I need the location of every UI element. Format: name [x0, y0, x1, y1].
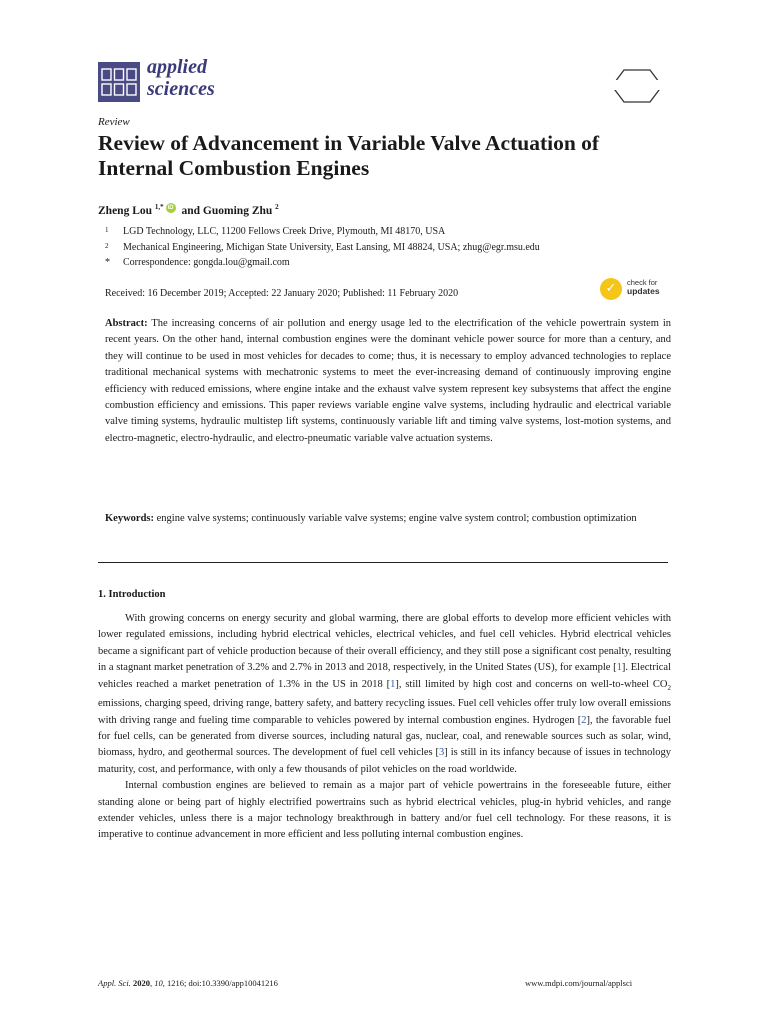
author-2-affiliation-mark: 2 — [275, 203, 279, 212]
author-2[interactable]: and Guoming Zhu — [181, 205, 273, 217]
paragraph-1 — [98, 611, 671, 778]
page-title: Review of Advancement in Variable Valve Actuation of Internal Combustion Engines — [98, 131, 600, 180]
author-1-affiliation-mark: 1,* — [154, 203, 164, 212]
abstract-label: Abstract: — [105, 318, 148, 329]
paragraph-text: ], the favorable fuel for fuel cells, can be generated from diverse sources, including natural gas, nuclear, coal, and renewable sources such as solar, wind, biomass, hydro, and geothermal sources. The development of fuel cell vehicles [ — [98, 714, 671, 759]
publication-dates: Received: 16 December 2019; Accepted: 22 January 2020; Published: 11 February 2020 — [105, 288, 459, 299]
paragraph-text: ]. Electrical vehicles reached a market penetration of 1.3% in the US in 2018 [ — [98, 662, 671, 690]
author-list — [98, 203, 279, 217]
citation-link[interactable]: 1 — [390, 678, 396, 690]
footer-volume: 10 — [154, 978, 163, 988]
paragraph-text: ] is still in its infancy because of issues in technology maturity, cost, and performance, with only a few thousands of pilot vehicles on the road worldwide. — [98, 747, 671, 775]
affiliation-text: LGD Technology, LLC, 11200 Fellows Creek Drive, Plymouth, MI 48170, USA — [123, 226, 446, 237]
author-1[interactable]: Zheng Lou — [98, 205, 153, 217]
keywords-text: engine valve systems; continuously variable valve systems; engine valve system control; combustion optimization — [156, 513, 637, 524]
section-divider — [98, 562, 668, 563]
paragraph-text: emissions, charging speed, driving range, battery safety, and battery recycling issues. Fuel cell vehicles offer truly low overall emissions with driving range and fueling time comparable to vehicles powered by internal combustion engines. Hydrogen [ — [98, 698, 671, 726]
citation-link[interactable]: 3 — [439, 747, 445, 759]
check-updates-line1: check for — [627, 278, 658, 287]
footer-year: 2020 — [132, 978, 150, 988]
footer-journal-abbr: Appl. Sci. — [98, 978, 131, 988]
article-type: Review — [98, 116, 130, 128]
journal-name-line2: sciences — [147, 78, 215, 100]
keywords-label: Keywords: — [105, 513, 154, 524]
journal-url-link[interactable]: www.mdpi.com/journal/applsci — [525, 978, 633, 988]
journal-logo-icon — [98, 62, 140, 102]
journal-name — [147, 56, 215, 100]
paragraph-text: ], still limited by high cost and concerns on well-to-wheel CO — [395, 678, 668, 690]
affiliation-2 — [105, 239, 685, 255]
orcid-icon[interactable]: iD — [167, 205, 174, 211]
check-updates-label — [627, 278, 660, 296]
check-updates-line2: updates — [627, 286, 660, 296]
affiliation-mark: 1 — [105, 226, 109, 234]
affiliation-1 — [105, 223, 685, 239]
citation-footer: Appl. Sci. 2020, 10, 1216; doi:10.3390/app10041216 — [98, 978, 278, 988]
journal-name-line1: applied — [147, 56, 207, 78]
subscript: 2 — [667, 683, 672, 692]
introduction-body — [98, 611, 671, 844]
keywords — [105, 511, 671, 527]
citation-link[interactable]: 1 — [616, 662, 622, 674]
section-heading-introduction: 1. Introduction — [98, 589, 166, 600]
affiliation-mark: 2 — [105, 242, 109, 250]
paragraph-text: With growing concerns on energy security and global warming, there are global efforts to develop more efficient vehicles with lower regulated emissions, including hybrid electrical vehicles, electrical vehicles, and fuel cell vehicles. Hybrid electrical vehicles became a significant part of vehicle production because of their overall efficiency, and they still pose a significant cost penalty, resulting in a stagnant market penetration of 3.2% and 2.7% in 2013 and 2018, respectively, in the United States (US), for example [ — [98, 613, 671, 674]
abstract — [105, 316, 671, 447]
footer-doi[interactable]: , 1216; doi:10.3390/app10041216 — [162, 978, 278, 988]
citation-link[interactable]: 2 — [581, 714, 587, 726]
publisher-logo-icon — [610, 68, 668, 109]
affiliation-text[interactable]: Mechanical Engineering, Michigan State University, East Lansing, MI 48824, USA; zhug@egr.msu.edu — [123, 242, 540, 253]
correspondence — [105, 255, 685, 270]
abstract-text: The increasing concerns of air pollution and energy usage led to the electrification of the vehicle powertrain system in recent years. On the other hand, internal combustion engines were the dominant vehicle power source for more than a century, and they will continue to be used in most vehicles for decades to come; thus, it is necessary to employ advanced technologies to replace traditional mechanical systems with mechatronic systems to meet the ever-increasing demand of continuously improving engine efficiency with reduced emissions, where engine intake and the exhaust valve system represent key subsystems that affect the engine combustion efficiency and emissions. This paper reviews variable engine valve systems, including hydraulic and electrical variable valve timing systems, hydraulic multistep lift systems, continuously variable lift and timing valve systems, lost-motion systems, and electro-magnetic, electro-hydraulic, and electro-pneumatic variable valve actuation systems. — [105, 318, 671, 444]
correspondence-text[interactable]: Correspondence: gongda.lou@gmail.com — [123, 257, 290, 268]
paragraph-2: Internal combustion engines are believed to remain as a major part of vehicle powertrains in the foreseeable future, either standing alone or being part of highly electrified powertrains such as hybrid electrical vehicles, plug-in hybrid vehicles, and range extender vehicles, unless there is a major technology breakthrough in battery and/or fuel cell technology. For these reasons, it is imperative to continue advancement in more efficient and less polluting internal combustion engines. — [98, 780, 671, 841]
correspondence-mark: * — [105, 257, 110, 268]
check-mark-icon: ✓ — [600, 278, 622, 300]
check-for-updates-button[interactable] — [600, 275, 672, 305]
